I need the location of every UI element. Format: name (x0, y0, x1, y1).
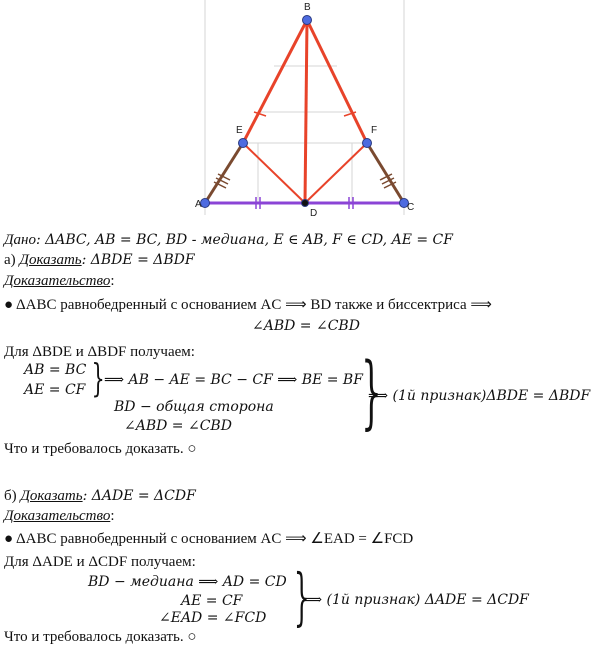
part-a-bullet: ● ΔABC равнобедренный с основанием AC ⟹ BD также и биссектриса ⟹ (4, 297, 492, 313)
part-b-eq1: BD − медиана ⟹ AD = CD (88, 574, 287, 590)
given-line (4, 231, 453, 249)
triangle-figure (0, 0, 600, 225)
side-eb (243, 20, 307, 143)
part-b-task-lead: Доказать (20, 488, 83, 504)
part-a-eq2: AE = CF (24, 382, 86, 398)
part-a-qed: Что и требовалось доказать. ○ (4, 441, 197, 457)
given-lead: Дано (4, 232, 36, 248)
point-b (303, 16, 312, 25)
point-e (239, 139, 248, 148)
part-a-eq1: AB = BC (24, 362, 87, 378)
part-a-prefix: а) (4, 252, 20, 268)
part-a-task (4, 251, 195, 269)
point-f (363, 139, 372, 148)
part-b-eq2: AE = CF (181, 593, 243, 609)
median-bd (305, 20, 307, 203)
part-a-common: BD − общая сторона (114, 399, 274, 415)
part-a-angle-eq: ∠ABD = ∠CBD (252, 318, 360, 334)
part-b-brace: } (293, 560, 310, 633)
segment-df (305, 143, 367, 203)
part-b-prefix: б) (4, 488, 21, 504)
part-a-for: Для ΔBDE и ΔBDF получаем: (4, 344, 195, 360)
part-b-for: Для ΔADE и ΔCDF получаем: (4, 554, 196, 570)
label-c: C (407, 202, 415, 213)
part-b-eq3: ∠EAD = ∠FCD (159, 610, 267, 626)
segment-cf (367, 143, 404, 203)
part-b-proof-heading (4, 507, 115, 525)
part-a-inner-brace: } (91, 356, 105, 400)
point-d (302, 200, 309, 207)
part-b-task-text: : ΔADE = ΔCDF (82, 488, 196, 504)
part-a-outer-brace: } (361, 345, 382, 438)
part-a-proof-lead: Доказательство (4, 273, 111, 289)
part-b-task (4, 487, 196, 505)
part-b-proof-colon: : (110, 508, 115, 524)
part-b-qed: Что и требовалось доказать. ○ (4, 629, 197, 645)
label-a: A (195, 199, 202, 210)
label-d: D (310, 208, 318, 219)
part-b-conclusion: ⟹ (1й признак) ΔADE = ΔCDF (302, 592, 529, 608)
part-a-proof-colon: : (110, 273, 115, 289)
part-a-angle: ∠ABD = ∠CBD (124, 418, 232, 434)
segment-de (243, 143, 305, 203)
part-a-conclusion: ⟹ (1й признак)ΔBDE = ΔBDF (368, 388, 591, 404)
part-b-proof-lead: Доказательство (4, 508, 111, 524)
side-bf (307, 20, 367, 143)
part-a-task-text: : ΔBDE = ΔBDF (81, 252, 195, 268)
part-a-task-lead: Доказать (19, 252, 82, 268)
label-e: E (236, 125, 243, 136)
part-a-proof-heading (4, 272, 115, 290)
point-a (201, 199, 210, 208)
label-f: F (371, 125, 378, 136)
label-b: B (304, 2, 311, 13)
segment-ae (205, 143, 243, 203)
given-text: : ΔABC, AB = BC, BD - медиана, E ∈ AB, F ∈ CD, AE = CF (36, 232, 453, 248)
part-b-bullet: ● ΔABC равнобедренный с основанием AC ⟹ ∠EAD = ∠FCD (4, 531, 414, 547)
part-a-derive: ⟹ AB − AE = BC − CF ⟹ BE = BF (104, 372, 363, 388)
